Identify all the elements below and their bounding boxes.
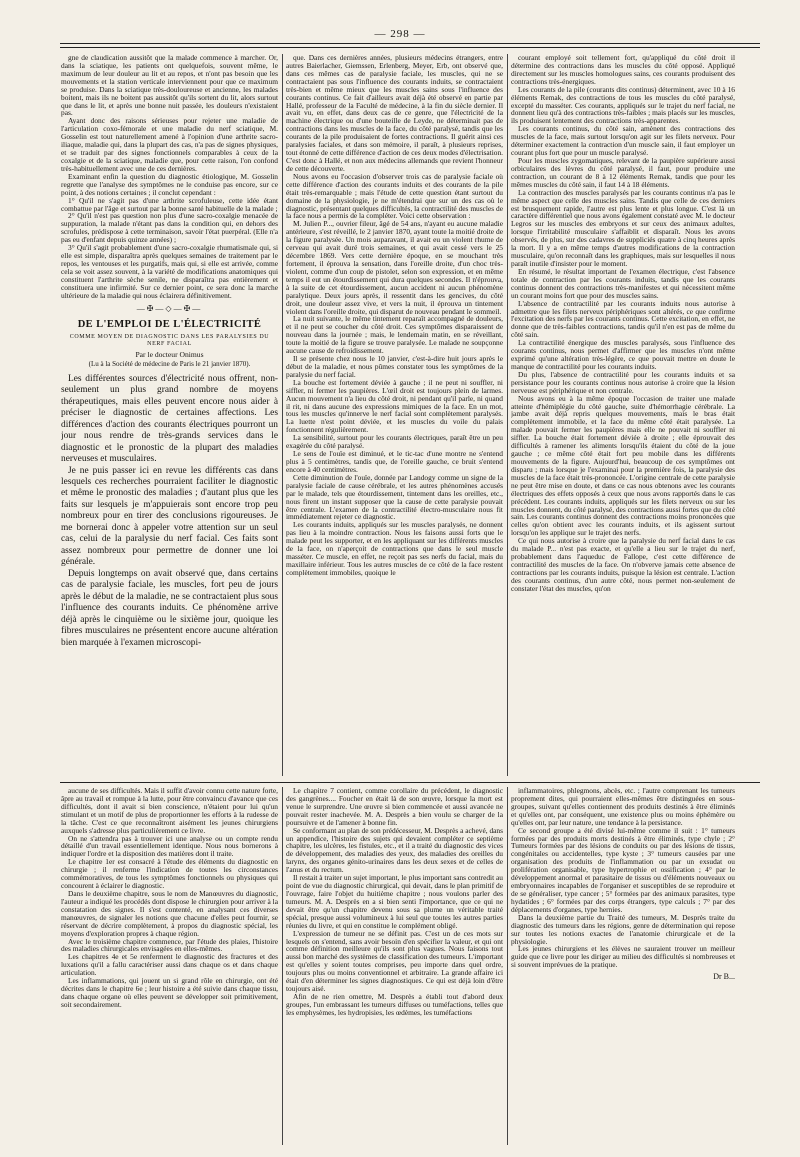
paragraph: Afin de ne rien omettre, M. Desprès a établi tout d'abord deux groupes, l'un embrassant les tumeurs diffuses ou tuméfactions, telles que les emphysèmes, les hydropisies, les œdèmes, les tuméfactions	[286, 991, 503, 1017]
paragraph: L'absence de contractilité par les courants induits nous autorise à admettre que les filets nerveux périphériques sont altérés, ce que confirme l'excitation des nerfs par les courants continus. Cette excitation, en effet, ne donne que de très-faibles contractions, tandis qu'il n'en est pas de même du côté sain.	[511, 298, 735, 340]
paragraph: On ne s'attendra pas à trouver ici une analyse ou un compte rendu détaillé d'un travail essentiellement identique. Nous nous bornerons à indiquer l'ordre et la disposition des matières dont il traite.	[61, 833, 278, 859]
top-rule-thin	[60, 47, 760, 48]
paragraph: courant employé soit tellement fort, qu'appliqué du côté droit il détermine des contractions dans les muscles du côté opposé. Appliqué directement sur les muscles homologues sains, ces courants produisent des contractions très-énergiques.	[511, 54, 735, 86]
paragraph: La nuit suivante, le même tintement reparaît accompagné de douleurs, et il ne peut se coucher du côté droit. Ces symptômes disparaissent de nouveau dans la journée ; mais, le lendemain matin, en se réveillant, toute la moitié de la figure se trouve paralysée. Le malade ne soupçonne aucune cause de refroidissement.	[286, 314, 503, 356]
paragraph: Nous avons eu à la même époque l'occasion de traiter une malade atteinte d'hémiplégie du côté gauche, suite d'hémorrhagie cérébrale. La jambe avait déjà repris quelques mouvements, mais le bras était complètement immobile, et la face du même côté était paralysée. La malade pouvait fermer les paupières mais elle ne pouvait ni souffler ni siffler. La bouche était fortement déviée à droite ; elle éprouvait des difficultés à ramener les aliments lorsqu'ils étaient du côté de la joue gauche ; ce même côté était fort peu mobile dans les différents mouvements de la figure. Aujourd'hui, beaucoup de ces symptômes ont disparu ; mais lorsque je l'examinai pour la première fois, la paralysie des muscles de la face était très-prononcée. L'origine centrale de cette paralysie ne peut être mise en doute, et dans ce cas nous obtenons avec les courants électriques des effets opposés à ceux que nous avons rapportés dans le cas précédent. Les courants induits, appliqués sur les filets nerveux ou sur les muscles donnent, du côté paralysé, des contractions aussi fortes que du côté sain. Les courants continus donnent des contractions moins prononcées que celles qu'on obtient avec les courants induits, et ils agissent surtout lorsqu'on les applique sur le trajet des nerfs.	[511, 393, 735, 538]
paragraph: Les chapitres 4e et 5e renferment le diagnostic des fractures et des luxations qu'il a fallu caractériser aussi dans chaque os et dans chaque articulation.	[61, 952, 278, 978]
paragraph: Examinant enfin la question du diagnostic étiologique, M. Gosselin regrette que l'analyse des symptômes ne le conduise pas encore, sur ce point, à des notions certaines ; il conclut cependant :	[61, 171, 278, 197]
paragraph: En résumé, le résultat important de l'examen électrique, c'est l'absence totale de contraction par les courants induits, tandis que les courants continus donnent des contractions très-manifestes et qui nécessitent même un courant moins fort que pour des muscles sains.	[511, 266, 735, 300]
paragraph: L'expression de tumeur ne se définit pas. C'est un de ces mots sur lesquels on s'entend, sans avoir besoin d'en spécifier la valeur, et qui ont comme définition meilleure qu'ils sont plus vagues. Nous faisons tout aussi bon marché des systèmes de classification des tumeurs. L'important est qu'elles y soient toutes comprises, peu importe dans quel ordre, toujours plus ou moins conventionnel et arbitraire. La grande affaire ici était d'en déterminer les signes diagnostiques. Ce qui est déjà loin d'être toujours aisé.	[286, 928, 503, 994]
paragraph: Du plus, l'absence de contractilité pour les courants induits et sa persistance pour les courants continus nous autorise à croire que la lésion nerveuse est périphérique et non centrale.	[511, 369, 735, 395]
column-right	[511, 54, 735, 776]
paragraph: aucune de ses difficultés. Mais il suffit d'avoir connu cette nature forte, âpre au travail et rompue à la lutte, pour être convaincu d'avance que ces difficultés, dont il avait si bien conscience, n'étaient pour lui qu'un stimulant et un motif de plus de proportionner les efforts à la rudesse de la tâche. C'est ce que reconnaîtront aisément les jeunes chirurgiens auxquels s'adresse plus particulièrement ce livre.	[61, 787, 278, 835]
paragraph: Se conformant au plan de son prédécesseur, M. Desprès a achevé, dans un appendice, l'histoire des sujets qui devaient compléter ce septième chapitre, les ulcères, les fistules, etc., et il a traité du diagnostic des vices de développement, des maladies des yeux, des maladies des oreilles du larynx, des organes génito-urinaires dans les deux sexes et de celles de l'anus et du rectum.	[286, 825, 503, 875]
paragraph: La contractilité énergique des muscles paralysés, sous l'influence des courants continus, nous permet d'affirmer que les muscles n'ont même exprimé qu'une altération très-légère, ce que pouvait mettre en doute le manque de contractilité pour les courants induits.	[511, 338, 735, 371]
section-divider-rule	[60, 782, 760, 783]
column-bottom-right	[511, 787, 735, 1145]
article-subtitle: COMME MOYEN DE DIAGNOSTIC DANS LES PARALYSIES DU NERF FACIAL	[69, 334, 270, 347]
paragraph: Je ne puis passer ici en revue les différents cas dans lesquels ces recherches pourraient faciliter le diagnostic et même le pronostic des maladies ; d'autant plus que les faits sur lesquels je m'appuierais sont encore trop peu nombreux pour en tirer des conclusions rigoureuses. Je me bornerai donc à appeler votre attention sur un seul cas, celui de la paralysie du nerf facial. Ces faits sont assez nombreux pour permettre de donner une loi générale.	[61, 465, 278, 568]
article-author: Par le docteur Onimus	[135, 350, 204, 360]
column-bottom-middle	[286, 787, 503, 1145]
paragraph: Le sens de l'ouïe est diminué, et le tic-tac d'une montre ne s'entend plus à 5 centimètres, tandis que, de l'oreille gauche, ce bruit s'entend encore à 40 centimètres.	[286, 449, 503, 474]
paragraph: Dans la deuxième partie du Traité des tumeurs, M. Desprès traite du diagnostic des tumeurs dans les régions, genre de détermination qui repose sur toutes les notions exactes de l'anatomie chirurgicale et de la physiologie.	[511, 912, 735, 946]
paragraph: Pour les muscles zygomatiques, relevant de la paupière supérieure aussi orbiculaires des lèvres du côté paralysé, il faut, pour produire une contraction, un courant de 8 à 12 éléments Remak, tandis que pour les mêmes muscles du côté sain, il faut 14 à 18 éléments.	[511, 155, 735, 189]
paragraph: inflammatoires, phlegmons, abcès, etc. ; l'autre comprenant les tumeurs proprement dites, qui pourraient elles-mêmes être distinguées en sous-groupes, suivant qu'elles contiennent des produits destinés à être éliminés et qu'elles ont, par conséquent, une existence plus ou moins éphémère ou qu'elles ont, par leur nature, une tendance à la persistance.	[511, 787, 735, 827]
paragraph: Ce qui nous autorise à croire que la paralysie du nerf facial dans le cas du malade P... n'est pas exacte, et qu'elle a lieu sur le trajet du nerf, probablement dans l'aqueduc de Fallope, c'est cette différence de contractilité des muscles de la face. On n'obverve jamais cette absence de contractions par les courants induits, puisque la lésion est centrale. L'action des courants continus, d'un autre côté, nous permet non-seulement de constater l'état des muscles, qu'on	[511, 536, 735, 593]
paragraph: La contraction des muscles paralysés par les courants continus n'a pas le même aspect que celle des muscles sains. Tandis que celle de ces derniers est brusquement rapide, l'autre est plus lente et plus longue. C'est là un caractère différentiel que nous avons également constaté avec M. le docteur Legros sur les muscles des embryons et sur ceux des animaux adultes, lorsque l'irritabilité musculaire s'affaiblit et disparaît. Nous les avons observés, de plus, sur des cadavres de suppliciés quatre à cinq heures après la mort. Il y a en même temps d'autres modifications de la contraction musculaire, qu'on reconnaît dans les graphiques, mais sur lesquelles il nous paraît inutile d'insister pour le moment.	[511, 187, 735, 268]
paragraph: Les différentes sources d'électricité nous offrent, non-seulement un plus grand nombre de moyens thérapeutiques, mais elles peuvent encore nous aider à préciser le diagnostic de certaines affections. Les différences d'action des courants électriques pourront un jour nous rendre de très-grands services dans le diagnostic et le pronostic de la plupart des maladies nerveuses et musculaires.	[61, 373, 278, 465]
paragraph: que. Dans ces dernières années, plusieurs médecins étrangers, entre autres Baierlacher, Giemssen, Erlenberg, Meyer, Erb, ont observé que, dans ces mêmes cas de paralysie faciale, les muscles, qui ne se contractaient pas sous l'influence des courants induits, se contractaient très-bien et même mieux que les muscles sains sous l'influence des courants continus. Ce fait d'ailleurs avait déjà été observé en partie par Hallé, professeur de la Faculté de médecine, à la fin du siècle dernier. Il avait vu, en effet, dans deux cas de ce genre, que l'électricité de la machine électrique ou d'une bouteille de Leyde, ne déterminait pas de contractions dans les muscles de la face, du côté paralysé, tandis que les courants de la pile produisaient de fortes contractions. Il guérit ainsi ces paralysies faciales, et dans son mémoire, il paraît, à plusieurs reprises, tout étonné de cette différence d'action de ces deux modes d'électrisation. C'est donc à Hallé, et non aux médecins allemands que revient l'honneur de cette découverte.	[286, 54, 503, 173]
paragraph: La bouche est fortement déviée à gauche ; il ne peut ni souffler, ni siffler, ni fermer les paupières. L'œil droit est toujours plein de larmes. Aucun mouvement n'a lieu du côté droit, ni pendant qu'il parle, ni quand il rit, ni dans aucune des expressions mimiques de la face. En un mot, tous les muscles qu'innerve le nerf facial sont complètement paralysés. La luette n'est point déviée, et les muscles du voile du palais fonctionnent régulièrement.	[286, 377, 503, 435]
paragraph: Le chapitre 7 contient, comme corollaire du précédent, le diagnostic des gangrènes.... Foucher en était là de son œuvre, lorsque la mort est venue le surprendre. Une œuvre si bien commencée et aussi avancée ne pouvait rester inachevée. M. A. Desprès a bien voulu se charger de la poursuivre et de l'amener à bonne fin.	[286, 787, 503, 827]
paragraph: La sensibilité, surtout pour les courants électriques, paraît être un peu exagérée du côté paralysé.	[286, 433, 503, 451]
paragraph: Depuis longtemps on avait observé que, dans certains cas de paralysie faciale, les muscles, fort peu de jours après le début de la maladie, ne se contractaient plus sous l'influence des courants induits. Ce phénomène arrive déjà après le cinquième ou le sixième jour, quoique les fibres musculaires ne présentent encore aucune altération bien marquée à l'examen microscopi-	[61, 568, 278, 648]
column-bottom-left	[61, 787, 278, 1145]
top-rule	[60, 43, 760, 44]
paragraph: Les jeunes chirurgiens et les élèves ne sauraient trouver un meilleur guide que ce livre pour les diriger au milieu des difficultés si nombreuses et si souvent imprévues de la pratique.	[511, 944, 735, 970]
column-divider	[507, 54, 508, 776]
paragraph: Il restait à traiter un sujet important, le plus important sans contredit au point de vue du diagnostic chirurgical, qui devait, dans le plan primitif de l'ouvrage, faire l'objet du huitième chapitre ; nous voulons parler des tumeurs. M. A. Desprès en a si bien senti l'importance, que ce qui ne devait être qu'un chapitre devenu sous sa plume un véritable traité spécial, presque aussi volumineux à lui seul que toutes les autres parties réunies du livre, et qui en constitue le complément obligé.	[286, 873, 503, 930]
paragraph: 2° Qu'il n'est pas question non plus d'une sacro-coxalgie menacée de suppuration, la malade n'étant pas dans la condition qui, en dehors des scrofules, prédispose à cette terminaison, savoir l'état puerpéral. (Elle n'a pas eu d'enfant depuis quinze années) ;	[61, 211, 278, 245]
paragraph: Dans le deuxième chapitre, sous le nom de Manœuvres du diagnostic, l'auteur a indiqué les procédés dont dispose le chirurgien pour arriver à la constatation des signes. Il s'est contenté, en analysant ces diverses manœuvres, de signaler les notions que chacune d'elles peut fournir, se réservant de décrire complètement, à propos du diagnostic spécial, les moyens d'exploration propres à chaque région.	[61, 888, 278, 938]
column-left	[61, 54, 278, 776]
column-middle	[286, 54, 503, 776]
column-divider	[282, 787, 283, 1145]
paragraph: Les courants induits, appliqués sur les muscles paralysés, ne donnent pas lieu à la moindre contraction. Nous les faisons aussi forts que le malade peut les supporter, et en les appliquant sur les différents muscles de la face, on n'aperçoit de contractions que dans le seul muscle masséter. Ce muscle, en effet, ne reçoit pas ses nerfs du facial, mais du maxillaire inférieur. Tous les autres muscles de ce côté de la face restent complètement immobiles, quoique le	[286, 520, 503, 577]
page-number: — 298 —	[374, 28, 426, 40]
paragraph: Avec le troisième chapitre commence, par l'étude des plaies, l'histoire des maladies chirurgicales envisagées en elles-mêmes.	[61, 936, 278, 954]
article-note: (Lu à la Société de médecine de Paris le 21 janvier 1870).	[88, 360, 251, 369]
paragraph: Ce second groupe a été divisé lui-même comme il suit : 1° tumeurs formées par des produits morts destinés à être éliminés, type chyle ; 2° Tumeurs formées par des lésions de conduits ou par des lésions de tissus, congénitales ou accidentelles, type kyste ; 3° tumeurs causées par une organisation des produits de l'inflammation ou par un exsudat ou prolifération organisable, type hypertrophie et ossification ; 4° par le développement anormal et parasitaire de tissus ou d'éléments nouveaux ou embryonnaires incapables de l'organiser et susceptibles de se reproduire et de se généraliser, type cancer ; 5° formées par des animaux parasites, type hydatides ; 6° formées par des corps étrangers, type calculs ; 7° par des déplacements d'organes, type hernies.	[511, 825, 735, 914]
paragraph: Les courants de la pile (courants dits continus) déterminent, avec 10 à 16 éléments Remak, des contractions de tous les muscles du côté paralysé, excepté du masséter. Ces courants, appliqués sur le trajet du nerf facial, ne donnent lieu qu'à des contractions très-faibles ; mais placés sur les muscles, ils produisent lentement des contractions très-apparentes.	[511, 84, 735, 126]
paragraph: Ayant donc des raisons sérieuses pour rejeter une maladie de l'articulation coxo-fémorale et une maladie du nerf sciatique, M. Gosselin est tout naturellement amené à l'opinion d'une arthrite sacro-iliaque, maladie qui, dans la plupart des cas, n'a pas de signes physiques, et se traduit par des signes fonctionnels comparables à ceux de la coxalgie et de la sciatique, maladie que, pour cette raison, l'on confond très-habituellement avec une de ces dernières.	[61, 116, 278, 173]
paragraph: Les inflammations, qui jouent un si grand rôle en chirurgie, ont été décrites dans le chapitre 6e ; leur histoire a été suivie dans chaque tissu, dans chaque organe où elles peuvent se développer soit primitivement, soit secondairement.	[61, 976, 278, 1009]
column-divider	[282, 54, 283, 776]
column-divider	[507, 787, 508, 1145]
paragraph: M. Julien P..., ouvrier fileur, âgé de 54 ans, n'ayant eu aucune maladie antérieure, s'est réveillé, le 2 janvier 1870, ayant toute la moitié droite de la figure paralysée. Un mois auparavant, il avait eu un violent rhume de cerveau qui avait duré trois semaines, et qui avait cessé vers le 25 décembre 1869. Vers cette dernière époque, en se mouchant très fortement, il éprouva la sensation, dans l'oreille droite, d'un choc très-violent, comme d'un coup de pistolet, selon son expression, et en même temps il eut un étourdissement qui dura quelques secondes. Il n'éprouva, à la suite de cet étourdissement, aucun accident ni aucun phénomène paralytique. Deux jours après, il ressentit dans les gencives, du côté droit, une douleur assez vive, et vers la nuit, il éprouva un tintement violent dans l'oreille droite, qui disparut de nouveau pendant le sommeil.	[286, 219, 503, 316]
paragraph: 3° Qu'il s'agit probablement d'une sacro-coxalgie rhumatismale qui, si elle est simple, disparaîtra après quelques semaines de traitement par le repos, les ventouses et les purgatifs, mais qui, si elle est arrivée, comme cela se voit assez souvent, à la variété de modifications anatomiques qui constituent l'arthrite sèche senile, ne disparaîtra pas entièrement et constituera une infirmité. Sur ce dernier point, ce sera donc la marche ultérieure de la maladie qui nous éclairera définitivement.	[61, 243, 278, 300]
paragraph: Nous avons eu l'occasion d'observer trois cas de paralysie faciale où cette différence d'action des courants induits et des courants de la pile était très-remarquable ; mais l'étude de cette question étant surtout du domaine de la physiologie, je ne m'étendrai que sur un des cas où le diagnostic, présentant quelques difficultés, la contractilité des muscles de la face nous a permis de la compléter. Voici cette observation :	[286, 171, 503, 221]
section-ornament: —✠—◇—✠—	[136, 303, 203, 313]
paragraph: Les courants continus, du côté sain, amènent des contractions des muscles de la face, mais surtout lorsqu'on agit sur les filets nerveux. Pour déterminer exactement la contraction d'un muscle sain, il faut employer un courant plus fort que pour un muscle paralysé.	[511, 124, 735, 158]
paragraph: Il se présente chez nous le 10 janvier, c'est-à-dire huit jours après le début de la maladie, et nous pûmes constater tous les symptômes de la paralysie du nerf facial.	[286, 354, 503, 379]
paragraph: gne de claudication aussitôt que la malade commence à marcher. Or, dans la sciatique, les patients ont quelquefois, souvent même, le maximum de leur douleur au lit et au repos, et n'ont pas besoin que les mouvements et la station verticale interviennent pour que ce maximum se produise. Dans la sciatique très-douloureuse et ancienne, les malades boitent, mais ils ne boitent pas aussitôt qu'ils sortent du lit, alors surtout que dans le lit, et après une bonne nuit passée, les douleurs n'existaient pas.	[61, 54, 278, 118]
paragraph: Cette diminution de l'ouïe, donnée par Landogy comme un signe de la paralysie faciale de cause cérébrale, et les autres phénomènes accusés par le malade, tels que étourdissement, tintement dans les oreilles, etc., nous firent un instant supposer que la cause de cette paralysie pouvait être centrale. L'examen de la contractilité électro-musculaire nous fit immédiatement rejeter ce diagnostic.	[286, 472, 503, 522]
article-title: DE L'EMPLOI DE L'ÉLECTRICITÉ	[77, 319, 262, 331]
review-signature: Dr B...	[713, 972, 735, 982]
paragraph: Le chapitre 1er est consacré à l'étude des éléments du diagnostic en chirurgie ; il renferme l'indication de toutes les circonstances commémoratives, de tous les symptômes fonctionnels ou physiques qui concourent à éclairer le diagnostic.	[61, 857, 278, 891]
paragraph: 1° Qu'il ne s'agit pas d'une arthrite scrofuleuse, cette idée étant combattue par l'âge et surtout par la bonne santé habituelle de la malade ;	[61, 195, 278, 213]
